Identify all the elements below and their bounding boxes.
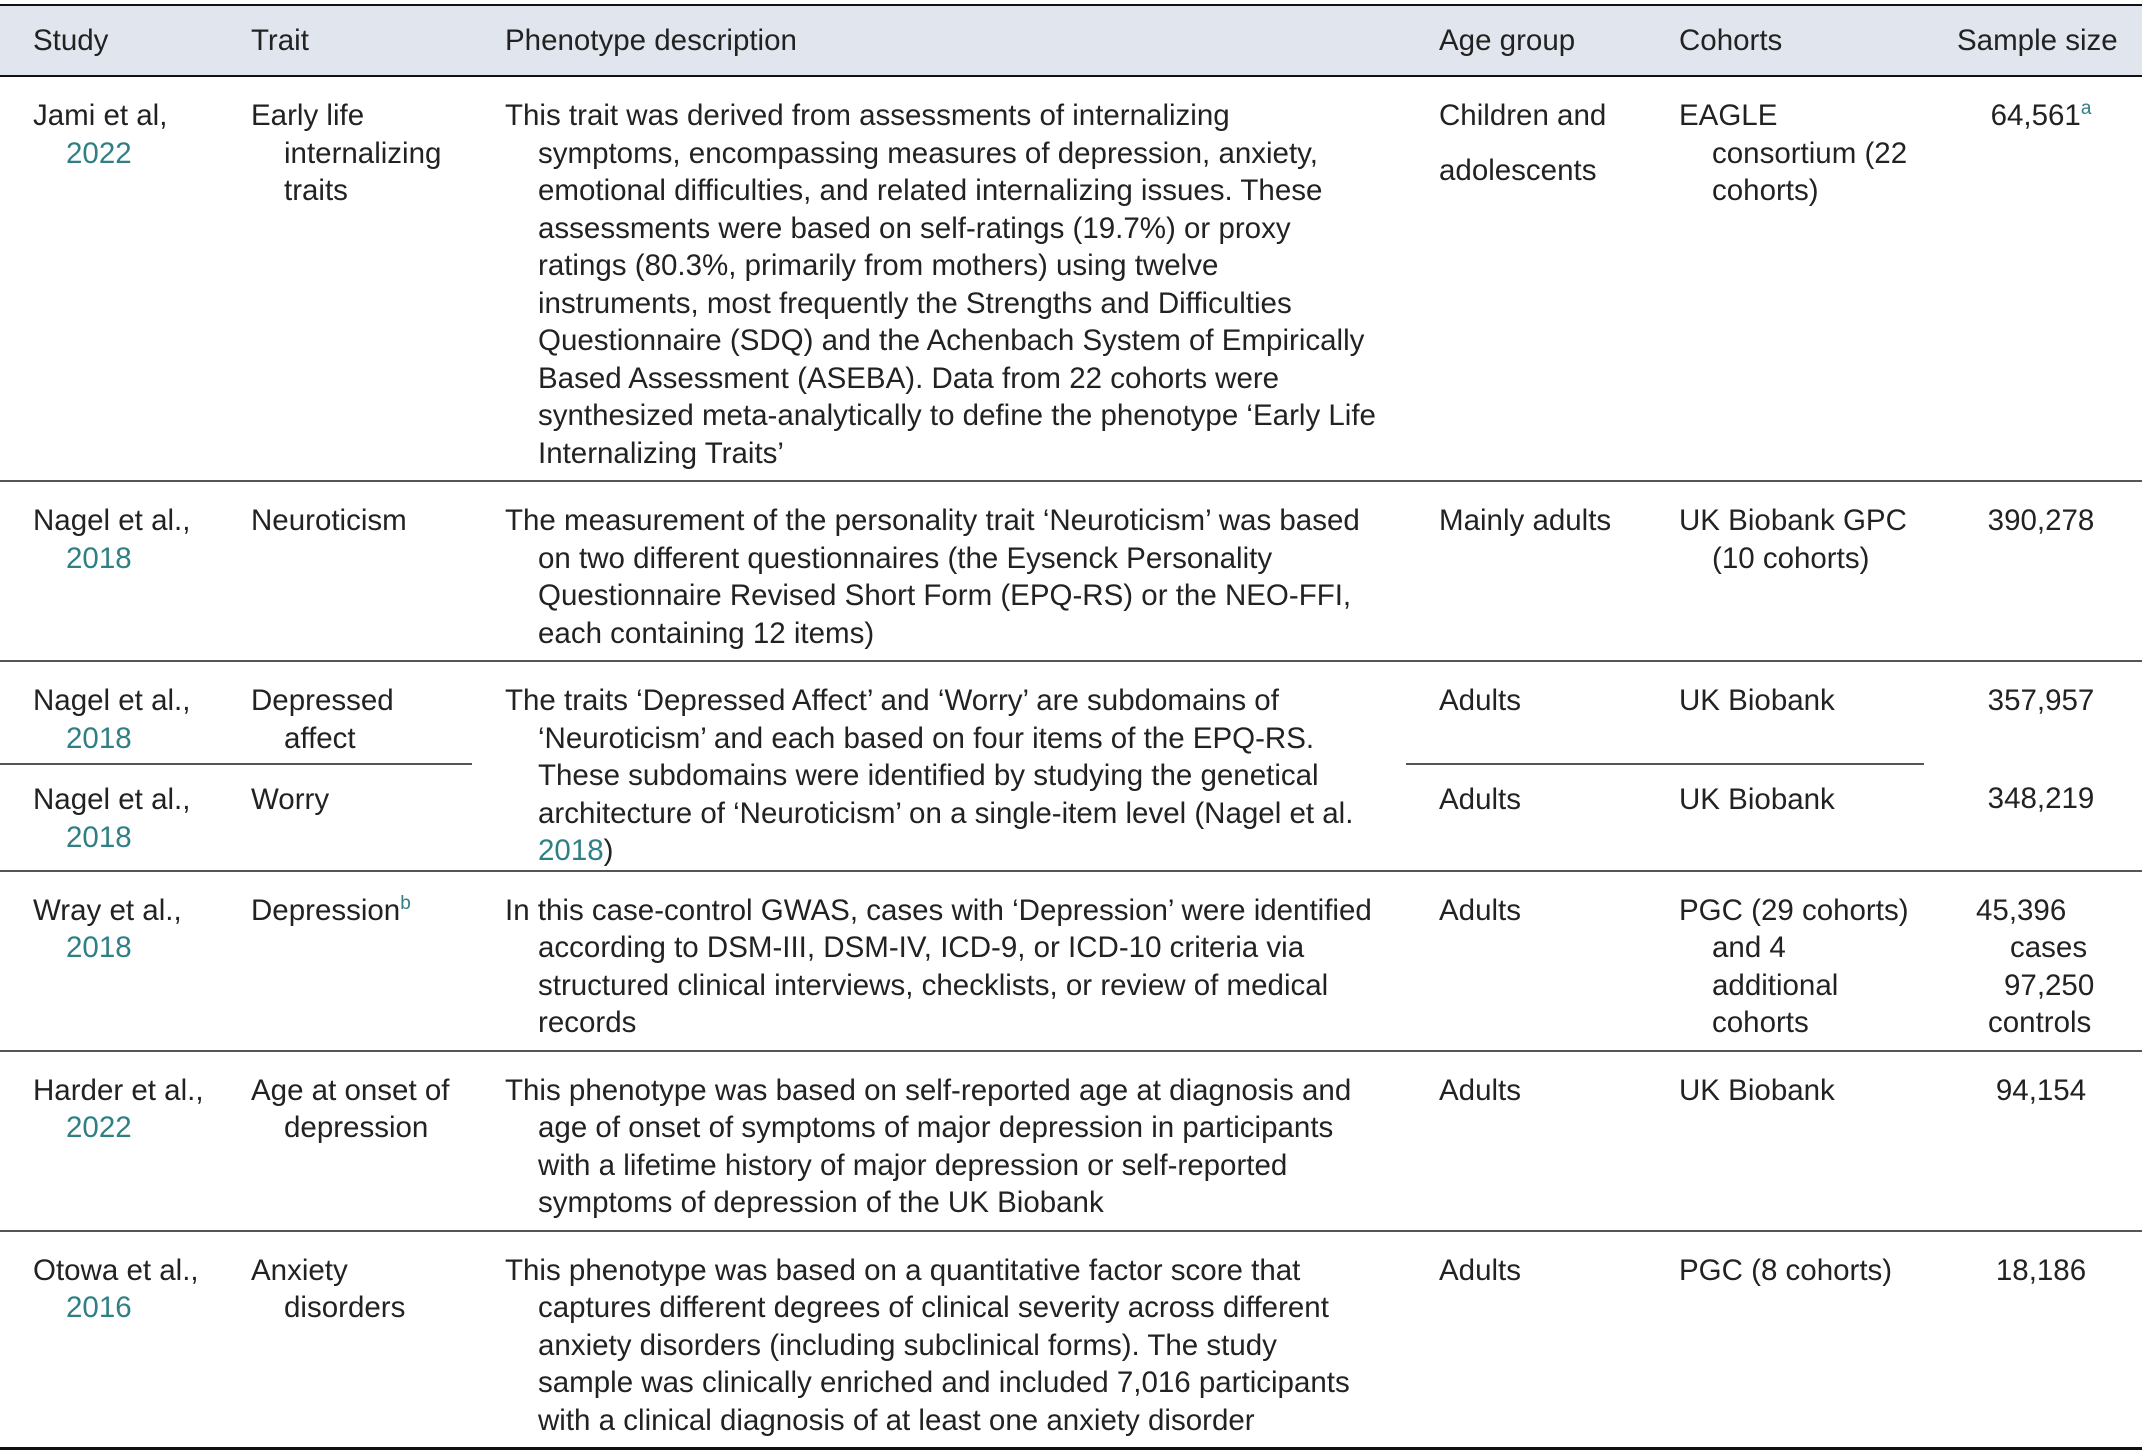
table-row [0,1051,2142,1231]
cohorts-cell [1646,1231,1924,1449]
trait-text: Depression [251,893,401,927]
trait-cell [218,1231,472,1449]
phenotype-text: The measurement of the personality trait ‘Neuroticism’ was based on two different questionnaires (the Eysenck Personality Questionnaire Revised Short Form (EPQ-RS) or the NEO-FFI, each containing 12 items) [505,504,1360,650]
trait-cell [218,871,472,1051]
study-cell [0,481,218,661]
study-year-link[interactable]: 2018 [66,931,132,964]
cohorts-text: EAGLE consortium (22 cohorts) [1679,99,1908,207]
sample-size-cell [1924,871,2142,1051]
header-phenotype: Phenotype description [472,5,1406,76]
phenotype-cell [472,1051,1406,1231]
study-cell [0,1051,218,1231]
trait-text: Neuroticism [251,504,407,537]
sample-size-controls-value: 97,250 [2004,968,2095,1002]
sample-size-text: 94,154 [1995,1073,2087,1107]
cohorts-text: UK Biobank [1679,783,1835,817]
study-year-link[interactable]: 2022 [66,136,132,170]
sample-size-text: 18,186 [1995,1253,2087,1287]
study-cell [0,661,218,764]
cohorts-text: UK Biobank [1679,684,1835,717]
sample-size-cell [1924,1051,2142,1231]
sample-size-controls-label: controls [1988,1006,2092,1039]
cohorts-text: UK Biobank GPC (10 cohorts) [1679,504,1907,575]
sample-size-cell [1924,764,2142,870]
sample-size-text: 357,957 [1987,684,2095,717]
table-row [0,661,2142,764]
trait-cell [218,764,472,870]
trait-text: Worry [251,783,330,817]
sample-size-cell [1924,1231,2142,1449]
study-author: Harder et al., [33,1073,204,1107]
phenotype-text: This phenotype was based on self-reported age at diagnosis and age of onset of symptoms of major depression in participants with a lifetime history of major depression or self-reported symptoms of depression of the UK Biobank [505,1073,1352,1219]
age-group-text: Adults [1439,783,1521,817]
study-author: Nagel et al., [33,783,191,817]
age-group-text: Adults [1439,1253,1521,1287]
phenotype-text-end: ) [603,834,614,867]
cohorts-cell [1646,481,1924,661]
phenotype-text: This phenotype was based on a quantitative factor score that captures different degrees of clinical severity across different anxiety disorders (including subclinical forms). The study sample was clinically enriched and included 7,016 participants with a clinical diagnosis of at least one anxiety disorder [505,1253,1350,1437]
header-trait: Trait [218,5,472,76]
cohorts-cell [1646,1051,1924,1231]
header-age-group: Age group [1406,5,1646,76]
age-group-cell [1406,1051,1646,1231]
cohorts-cell [1646,661,1924,764]
table-row [0,871,2142,1051]
study-year-link[interactable]: 2018 [66,721,132,755]
trait-text: Age at onset of depression [251,1073,450,1144]
cohorts-text: PGC (29 cohorts) and 4 additional cohorts [1679,893,1909,1039]
age-group-cell [1406,661,1646,764]
phenotype-text: The traits ‘Depressed Affect’ and ‘Worry’ are subdomains of ‘Neuroticism’ and each based on four items of the EPQ-RS. These subdomains were identified by studying the genetical architecture of ‘Neuroticism’ on a single-item level (Nagel et al. [505,684,1354,830]
phenotype-table [0,4,2142,1450]
study-cell [0,871,218,1051]
sample-size-text: 64,561 [1990,99,2081,132]
study-year-link[interactable]: 2018 [66,820,132,854]
study-cell [0,76,218,481]
age-group-text: Mainly adults [1439,504,1612,537]
study-author: Nagel et al., [33,504,191,537]
phenotype-table-container [0,4,2142,1437]
study-author: Wray et al., [33,893,182,927]
table-row [0,1231,2142,1449]
age-group-cell [1406,764,1646,870]
phenotype-citation-year-link[interactable]: 2018 [538,834,604,867]
header-study: Study [0,5,218,76]
cohorts-text: UK Biobank [1679,1073,1835,1107]
phenotype-cell [472,76,1406,481]
phenotype-cell [472,1231,1406,1449]
trait-text: Anxiety disorders [251,1253,406,1324]
trait-text: Early life internalizing traits [251,99,442,207]
age-group-text-line2: adolescents [1439,153,1597,187]
trait-cell [218,481,472,661]
study-cell [0,1231,218,1449]
age-group-text: Adults [1439,684,1521,717]
phenotype-cell [472,661,1406,871]
age-group-cell [1406,76,1646,481]
age-group-text: Adults [1439,1073,1521,1107]
footnote-marker-a[interactable]: a [2080,98,2092,120]
study-cell [0,764,218,870]
age-group-cell [1406,1231,1646,1449]
table-row [0,481,2142,661]
trait-text: Depressed affect [251,684,394,755]
trait-cell [218,1051,472,1231]
age-group-cell [1406,871,1646,1051]
sample-size-cases-value: 45,396 [1976,893,2067,927]
cohorts-cell [1646,871,1924,1051]
sample-size-cell [1924,661,2142,764]
trait-cell [218,661,472,764]
study-year-link[interactable]: 2022 [66,1111,132,1144]
phenotype-cell [472,871,1406,1051]
table-header-row [0,5,2142,76]
age-group-text-line1: Children and [1439,99,1607,132]
study-year-link[interactable]: 2016 [66,1291,132,1324]
study-year-link[interactable]: 2018 [66,541,132,575]
study-author: Otowa et al., [33,1253,199,1287]
sample-size-text: 390,278 [1987,504,2095,537]
cohorts-text: PGC (8 cohorts) [1679,1253,1893,1287]
trait-cell [218,76,472,481]
footnote-marker-b[interactable]: b [400,892,411,914]
header-cohorts: Cohorts [1646,5,1924,76]
table-row [0,76,2142,481]
phenotype-text: This trait was derived from assessments of internalizing symptoms, encompassing measures of depression, anxiety, emotional difficulties, and related internalizing issues. These assessments were based on self-ratings (19.7%) or proxy ratings (80.3%, primarily from mothers) using twelve instruments, most frequently the Strengths and Difficulties Questionnaire (SDQ) and the Achenbach System of Empirically Based Assessment (ASEBA). Data from 22 cohorts were synthesized meta-analytically to define the phenotype ‘Early Life Internalizing Traits’ [505,99,1376,470]
sample-size-cases-label: cases [2010,931,2088,964]
phenotype-cell [472,481,1406,661]
age-group-text: Adults [1439,893,1521,927]
age-group-cell [1406,481,1646,661]
header-sample-size: Sample size [1924,5,2142,76]
study-author: Nagel et al., [33,684,191,717]
sample-size-cell [1924,481,2142,661]
sample-size-cell [1924,76,2142,481]
phenotype-text: In this case-control GWAS, cases with ‘Depression’ were identified according to DSM-III, DSM-IV, ICD-9, or ICD-10 criteria via structured clinical interviews, checklists, or review of medical records [505,893,1372,1039]
sample-size-text: 348,219 [1987,782,2095,816]
cohorts-cell [1646,76,1924,481]
study-author: Jami et al, [33,99,168,132]
cohorts-cell [1646,764,1924,870]
